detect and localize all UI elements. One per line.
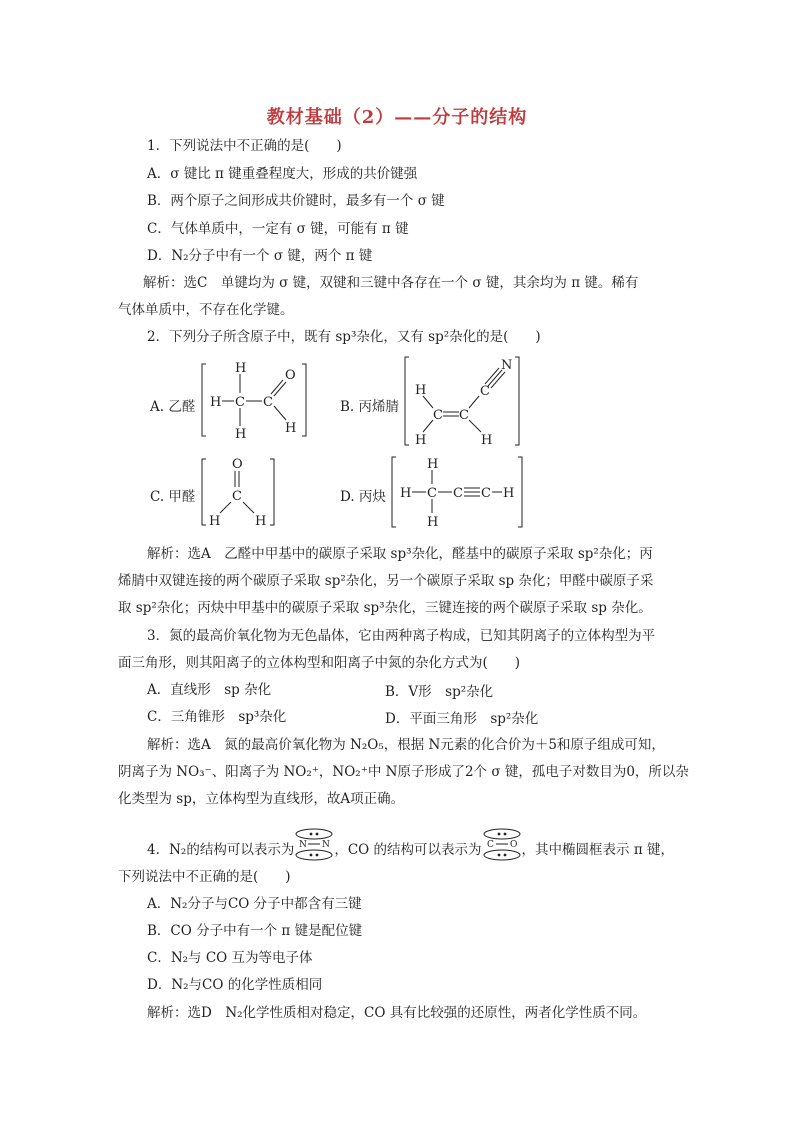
q4-stem-line2: 下列说法中不正确的是( )	[118, 869, 291, 885]
svg-text:C: C	[232, 489, 242, 504]
q1-option-a: A．σ 键比 π 键重叠程度大，形成的共价键强	[147, 166, 418, 182]
svg-text:C: C	[459, 408, 469, 423]
svg-text:H: H	[209, 514, 221, 529]
svg-text:C: C	[235, 395, 245, 410]
q2-option-c-label: C. 甲醛	[150, 489, 196, 505]
structure-acetaldehyde	[200, 360, 310, 444]
svg-text:H: H	[400, 486, 412, 501]
q3-answer-line1: 解析：选A 氮的最高价氧化物为 N₂O₅，根据 N元素的化合价为＋5和原子组成可知，	[147, 737, 665, 753]
q4-stem-part2: ，CO 的结构可以表示为	[334, 842, 482, 858]
q2-option-d-label: D. 丙炔	[340, 489, 386, 505]
q4-answer: 解析：选D N₂化学性质相对稳定，CO 具有比较强的还原性，两者化学性质不同。	[147, 1005, 647, 1021]
q4-option-c: C．N₂与 CO 互为等电子体	[147, 950, 313, 966]
svg-text:N: N	[501, 358, 513, 373]
q2-answer-line2: 烯腈中双键连接的两个碳原子采取 sp²杂化，另一个碳原子采取 sp 杂化；甲醛中碳原子采	[118, 573, 654, 589]
q3-option-d: D．平面三角形 sp²杂化	[385, 711, 539, 727]
svg-text:C: C	[481, 486, 491, 501]
q4-stem-part1: 4．N₂的结构可以表示为	[147, 842, 295, 858]
q1-stem: 1．下列说法中不正确的是( )	[147, 138, 342, 154]
q1-answer-line2: 气体单质中，不存在化学键。	[118, 302, 294, 318]
q1-option-d: D．N₂分子中有一个 σ 键，两个 π 键	[147, 248, 373, 264]
q3-stem-line2: 面三角形，则其阳离子的立体构型和阳离子中氮的杂化方式为( )	[118, 655, 521, 671]
svg-text:H: H	[285, 421, 297, 436]
svg-text:C: C	[263, 395, 273, 410]
n2-structure-icon	[294, 841, 334, 861]
q1-option-b: B．两个原子之间形成共价键时，最多有一个 σ 键	[147, 193, 445, 209]
q2-option-b-label: B. 丙烯腈	[340, 399, 400, 415]
svg-text:H: H	[255, 514, 267, 529]
page-title: 教材基础（2）——分子的结构	[266, 107, 528, 128]
q2-stem: 2．下列分子所含原子中，既有 sp³杂化，又有 sp²杂化的是( )	[147, 329, 541, 345]
structure-propyne	[390, 455, 526, 533]
svg-text:C: C	[427, 486, 437, 501]
svg-text:H: H	[427, 457, 439, 472]
q3-option-b: B．V形 sp²杂化	[385, 684, 494, 700]
q2-option-a-label: A. 乙醛	[150, 399, 196, 415]
svg-text:O: O	[285, 368, 296, 383]
structure-acrylonitrile	[403, 354, 523, 452]
svg-text:H: H	[481, 433, 493, 448]
q3-answer-line3: 化类型为 sp，立体构型为直线形，故A项正确。	[118, 791, 405, 807]
q3-stem-line1: 3．氮的最高价氧化物为无色晶体，它由两种离子构成，已知其阴离子的立体构型为平	[147, 628, 656, 644]
q1-answer-line1: 解析：选C 单键均为 σ 键，双键和三键中各存在一个 σ 键，其余均为 π 键。稀有	[143, 275, 639, 291]
q4-stem-line1	[147, 840, 674, 861]
svg-text:C: C	[453, 486, 463, 501]
svg-text:H: H	[235, 361, 247, 376]
q4-option-a: A．N₂分子与CO 分子中都含有三键	[147, 896, 362, 912]
q4-stem-part3: ，其中椭圆框表示 π 键，	[521, 842, 674, 858]
q3-option-c: C．三角锥形 sp³杂化	[147, 709, 287, 725]
svg-text:H: H	[427, 515, 439, 529]
svg-text:H: H	[415, 383, 427, 398]
q2-answer-line3: 取 sp²杂化；丙炔中甲基中的碳原子采取 sp³杂化，三键连接的两个碳原子采取 sp 杂化。	[118, 600, 652, 616]
svg-text:N: N	[299, 839, 308, 850]
structure-formaldehyde	[200, 455, 280, 533]
q3-option-a: A．直线形 sp 杂化	[147, 682, 272, 698]
svg-text:O: O	[509, 839, 517, 850]
q1-option-c: C．气体单质中，一定有 σ 键，可能有 π 键	[147, 221, 409, 237]
co-structure-icon	[482, 841, 522, 861]
svg-text:C: C	[486, 839, 494, 850]
q4-option-d: D．N₂与CO 的化学性质相同	[147, 977, 323, 993]
svg-text:H: H	[235, 427, 247, 440]
svg-text:H: H	[210, 395, 222, 410]
svg-text:H: H	[503, 486, 515, 501]
q2-answer-line1: 解析：选A 乙醛中甲基中的碳原子采取 sp³杂化，醛基中的碳原子采取 sp²杂化；丙	[147, 546, 653, 562]
q4-option-b: B．CO 分子中有一个 π 键是配位键	[147, 923, 363, 939]
svg-text:O: O	[232, 457, 243, 472]
q3-answer-line2: 阴离子为 NO₃⁻、阳离子为 NO₂⁺，NO₂⁺中 N原子形成了2个 σ 键，孤电子对数目为0，所以杂	[118, 764, 689, 780]
svg-text:N: N	[322, 839, 331, 850]
svg-text:H: H	[415, 433, 427, 448]
svg-text:C: C	[480, 384, 490, 399]
svg-text:C: C	[433, 408, 443, 423]
